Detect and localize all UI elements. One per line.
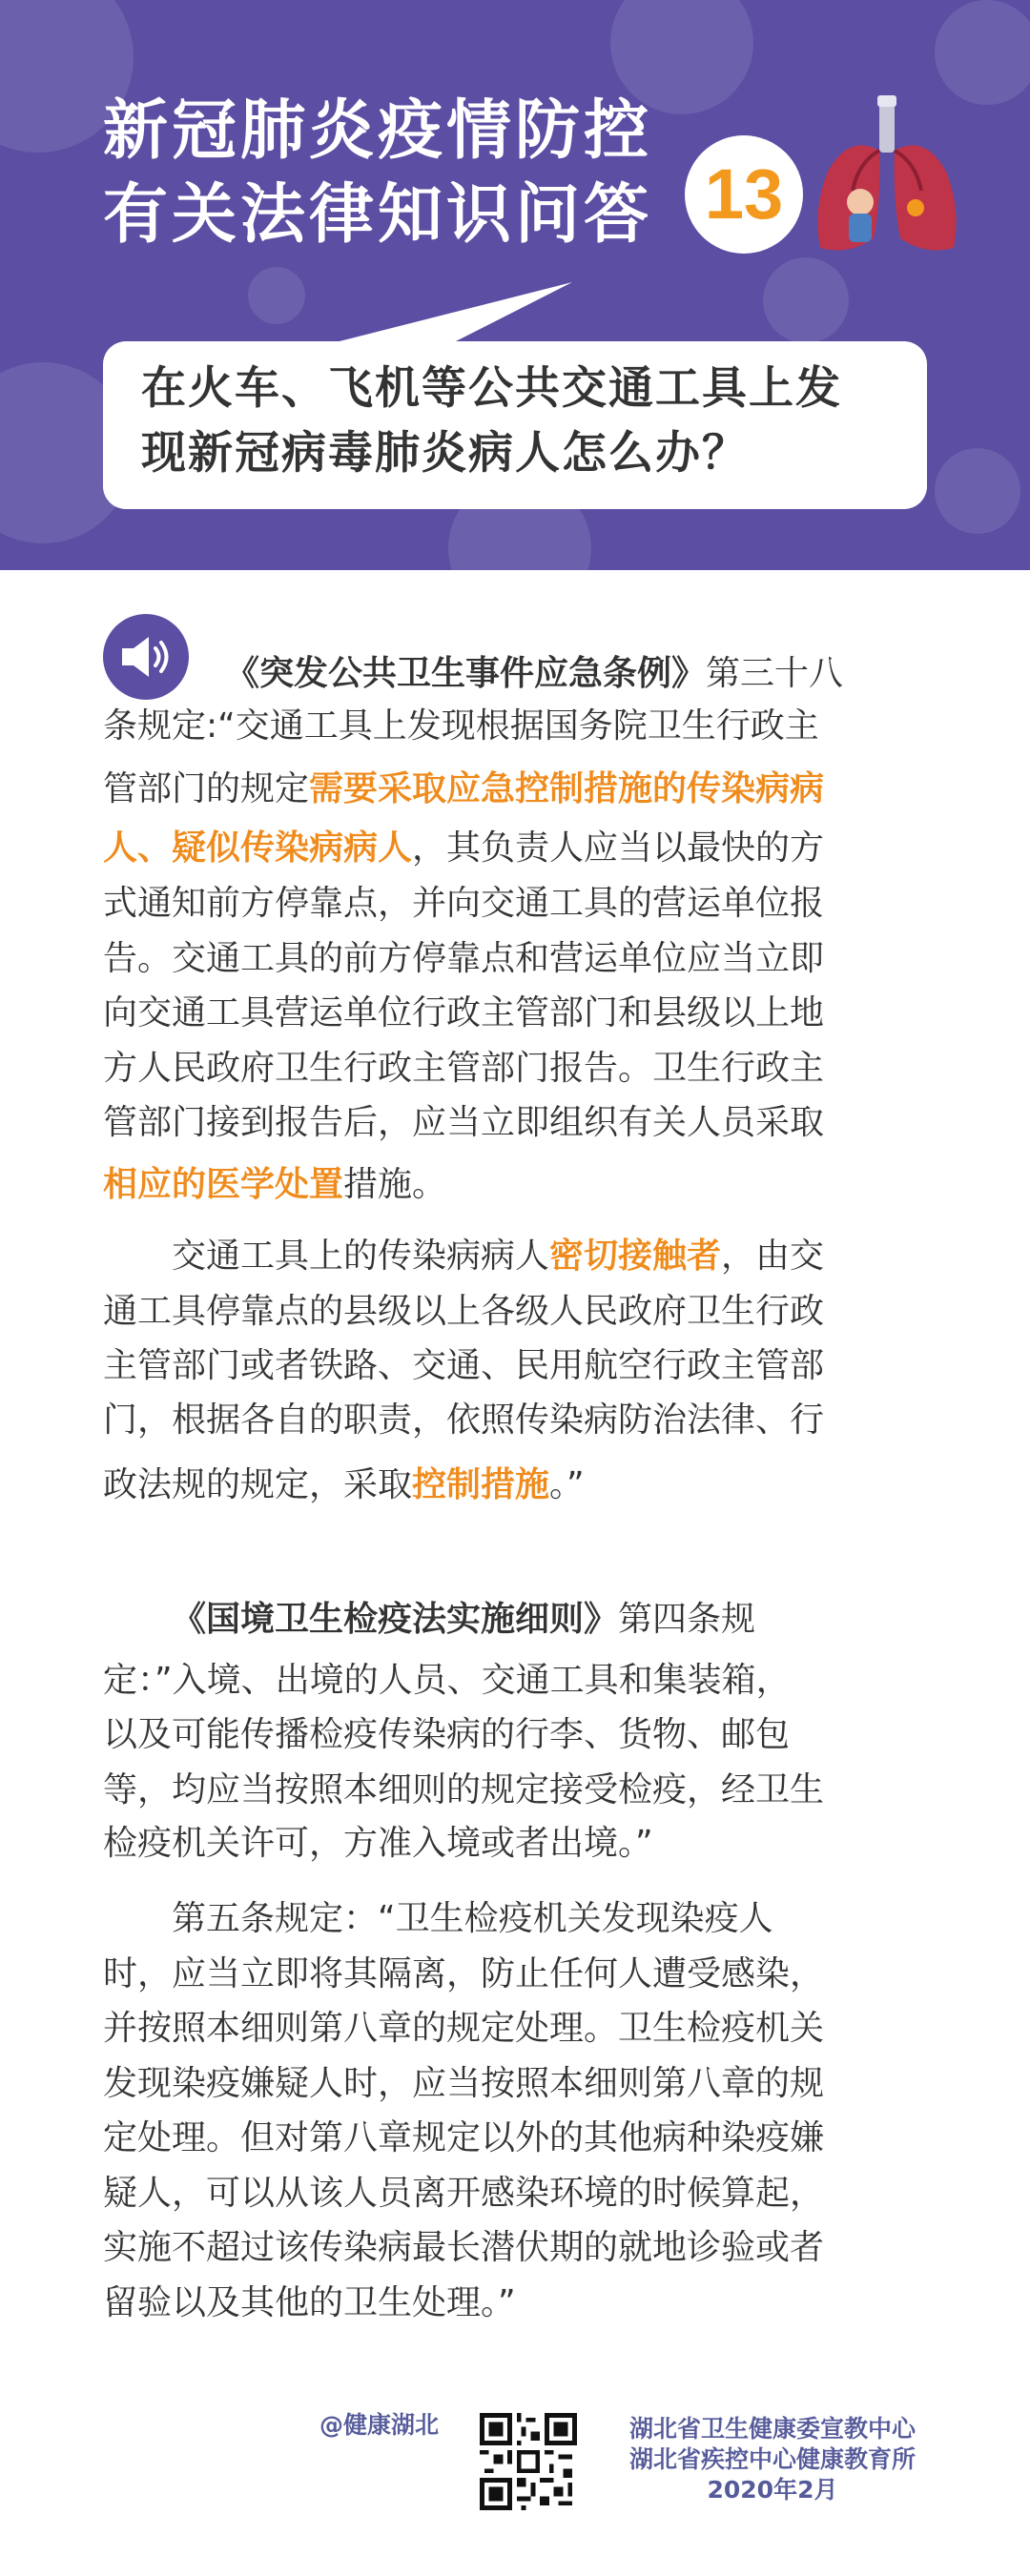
p3-line-5: 检疫机关许可，方准入境或者出境。” xyxy=(103,1824,653,1863)
p1-line-2: 条规定:“交通工具上发现根据国务院卫生行政主 xyxy=(103,706,819,746)
highlight-text: 相应的医学处置 xyxy=(103,1165,344,1204)
p4-line-7: 实施不超过该传染病最长潜伏期的就地诊验或者 xyxy=(103,2228,825,2267)
p2-line-2: 通工具停靠点的县级以上各级人民政府卫生行政 xyxy=(103,1292,825,1331)
p1-line-6: 告。交通工具的前方停靠点和营运单位应当立即 xyxy=(103,939,825,978)
highlight-text: 需要采取应急控制措施的传染病病 xyxy=(309,769,825,808)
p4-line-5: 定处理。但对第八章规定以外的其他病种染疫嫌 xyxy=(103,2118,825,2157)
question-line-2: 现新冠病毒肺炎病人怎么办？ xyxy=(141,427,749,480)
p4-line-2: 时，应当立即将其隔离，防止任何人遭受感染， xyxy=(103,1954,825,1993)
header-banner xyxy=(0,0,1030,570)
p2-line-3: 主管部门或者铁路、交通、民用航空行政主管部 xyxy=(103,1346,825,1385)
title-line-2: 有关法律知识问答 xyxy=(103,177,653,253)
title-line-1: 新冠肺炎疫情防控 xyxy=(103,93,653,169)
p1-line-4: 人、疑似传染病病人，其负责人应当以最快的方 xyxy=(103,828,825,868)
p1-line-1: 《突发公共卫生事件应急条例》第三十八 xyxy=(225,654,844,693)
p3-line-3: 以及可能传播检疫传染病的行李、货物、邮包 xyxy=(103,1715,791,1754)
p3-line-1: 《国境卫生检疫法实施细则》第四条规 xyxy=(172,1600,756,1639)
regulation-title: 《突发公共卫生事件应急条例》 xyxy=(225,654,707,693)
speaker-icon xyxy=(103,614,189,700)
qr-code-icon xyxy=(480,2413,577,2510)
p1-line-10: 相应的医学处置措施。 xyxy=(103,1165,447,1204)
regulation-title: 《国境卫生检疫法实施细则》 xyxy=(172,1600,619,1639)
p2-line-5: 政法规的规定，采取控制措施。” xyxy=(103,1465,585,1504)
org-name-2: 湖北省疾控中心健康教育所 xyxy=(628,2445,916,2473)
p4-line-6: 疑人，可以从该人员离开感染环境的时候算起， xyxy=(103,2174,825,2213)
p2-line-4: 门，根据各自的职责，依照传染病防治法律、行 xyxy=(103,1400,825,1440)
highlight-text: 控制措施 xyxy=(412,1465,550,1504)
question-line-1: 在火车、飞机等公共交通工具上发 xyxy=(141,362,842,415)
p4-line-8: 留验以及其他的卫生处理。” xyxy=(103,2283,516,2322)
p1-line-3: 管部门的规定需要采取应急控制措施的传染病病 xyxy=(103,769,825,808)
p4-line-3: 并按照本细则第八章的规定处理。卫生检疫机关 xyxy=(103,2009,825,2048)
p4-line-1: 第五条规定：“卫生检疫机关发现染疫人 xyxy=(172,1899,773,1938)
p1-line-7: 向交通工具营运单位行政主管部门和县级以上地 xyxy=(103,993,825,1032)
p1-line-9: 管部门接到报告后，应当立即组织有关人员采取 xyxy=(103,1103,825,1142)
p3-line-4: 等，均应当按照本细则的规定接受检疫，经卫生 xyxy=(103,1770,825,1809)
publish-date: 2020年2月 xyxy=(707,2476,838,2504)
highlight-text: 人、疑似传染病病人 xyxy=(103,828,413,868)
p1-line-5: 式通知前方停靠点，并向交通工具的营运单位报 xyxy=(103,884,825,923)
p1-line-8: 方人民政府卫生行政主管部门报告。卫生行政主 xyxy=(103,1049,825,1088)
issue-number: 13 xyxy=(704,154,784,234)
p2-line-1: 交通工具上的传染病病人密切接触者，由交 xyxy=(172,1237,825,1276)
p4-line-4: 发现染疫嫌疑人时，应当按照本细则第八章的规 xyxy=(103,2064,825,2103)
p3-line-2: 定：”入境、出境的人员、交通工具和集装箱， xyxy=(103,1661,791,1700)
org-name-1: 湖北省卫生健康委宣教中心 xyxy=(628,2415,916,2443)
weibo-handle: @健康湖北 xyxy=(319,2411,440,2439)
highlight-text: 密切接触者 xyxy=(549,1237,722,1276)
